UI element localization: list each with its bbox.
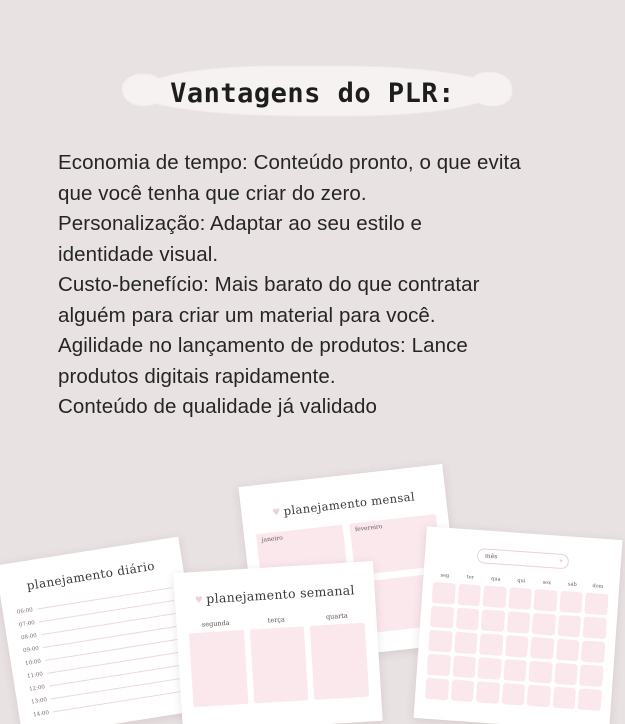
heart-icon: ♥ — [271, 507, 282, 519]
body-line: Custo-benefício: Mais barato do que contratar — [58, 273, 480, 296]
hour-row: 11:00 — [26, 645, 183, 682]
calendar-cell — [580, 664, 604, 687]
heart-icon: ♥ — [194, 594, 204, 606]
calendar-cell — [425, 678, 449, 701]
calendar-cell — [554, 663, 578, 686]
calendar-cell — [532, 613, 556, 636]
calendar-cell — [527, 685, 551, 708]
calendar-cell — [508, 587, 532, 610]
body-line: identidade visual. — [58, 242, 219, 266]
body-line: Personalização: Adaptar ao seu estilo e — [58, 212, 423, 235]
calendar-cell — [530, 637, 554, 660]
calendar-cell — [455, 608, 479, 631]
calendar-cell — [479, 633, 503, 656]
hour-row: 14:00 — [32, 684, 189, 721]
calendar-cell — [454, 632, 478, 655]
weekly-planner-title: ♥ planejamento semanal — [194, 582, 356, 607]
week-column: segunda — [188, 618, 248, 707]
calendar-cell — [501, 683, 525, 706]
week-column: terça — [249, 614, 309, 703]
calendar-cell — [583, 617, 607, 640]
calendar-cell — [552, 687, 576, 710]
hour-row: 12:00 — [28, 658, 185, 695]
calendar-sheet — [414, 526, 623, 724]
calendar-cell — [452, 656, 476, 679]
page-title: Vantagens do PLR: — [170, 77, 455, 109]
monthly-planner-title: ♥ planejamento mensal — [271, 489, 416, 519]
calendar-cell — [457, 584, 481, 607]
month-cell: fevereiro — [349, 514, 441, 576]
week-column: quarta — [309, 611, 369, 700]
week-grid — [188, 611, 369, 708]
week-box — [310, 623, 369, 700]
hour-row: 13:00 — [30, 671, 187, 708]
body-line: alguém para criar um material para você. — [58, 303, 436, 327]
daily-planner-title: planejamento diário — [25, 558, 156, 593]
weekly-planner-sheet — [173, 561, 382, 724]
planner-mockups — [0, 455, 625, 724]
body-text — [58, 148, 578, 423]
body-line: produtos digitais rapidamente. — [58, 364, 336, 388]
calendar-cell — [506, 611, 530, 634]
hour-row: 09:00 — [22, 620, 179, 657]
calendar-cell — [483, 586, 507, 609]
body-line: Conteúdo de qualidade já validado — [58, 395, 378, 418]
calendar-cell — [432, 582, 456, 605]
week-box — [250, 626, 309, 703]
daily-planner-sheet — [0, 537, 206, 724]
calendar-cell — [556, 639, 580, 662]
calendar-cell — [503, 659, 527, 682]
hour-row: 07:00 — [18, 594, 175, 631]
hour-list — [16, 581, 189, 721]
calendar-cell — [534, 589, 558, 612]
body-line: Agilidade no lançamento de produtos: Lance — [58, 334, 468, 357]
calendar-cell — [427, 654, 451, 677]
calendar-cell — [578, 688, 602, 711]
hour-row: 06:00 — [16, 581, 173, 618]
calendar-cell — [476, 681, 500, 704]
calendar-cell — [585, 593, 609, 616]
calendar-cell — [430, 606, 454, 629]
calendar-grid — [425, 582, 609, 711]
calendar-cell — [481, 609, 505, 632]
calendar-cell — [529, 661, 553, 684]
calendar-cell — [478, 657, 502, 680]
calendar-cell — [559, 591, 583, 614]
calendar-cell — [557, 615, 581, 638]
calendar-cell — [428, 630, 452, 653]
hour-row: 08:00 — [20, 607, 177, 644]
body-line: Economia de tempo: Conteúdo pronto, o que evita — [58, 151, 521, 174]
hour-row: 10:00 — [24, 633, 181, 670]
calendar-month-field: mês ♥ — [477, 548, 570, 569]
calendar-cell — [450, 680, 474, 703]
week-box — [189, 630, 248, 707]
calendar-weekday-header: seg ter qua qui sex sáb dom — [440, 572, 604, 590]
calendar-cell — [581, 641, 605, 664]
heart-icon: ♥ — [559, 558, 564, 565]
title-block — [0, 62, 625, 124]
calendar-cell — [505, 635, 529, 658]
body-line: que você tenha que criar do zero. — [58, 181, 367, 205]
month-cell: janeiro — [256, 525, 348, 587]
